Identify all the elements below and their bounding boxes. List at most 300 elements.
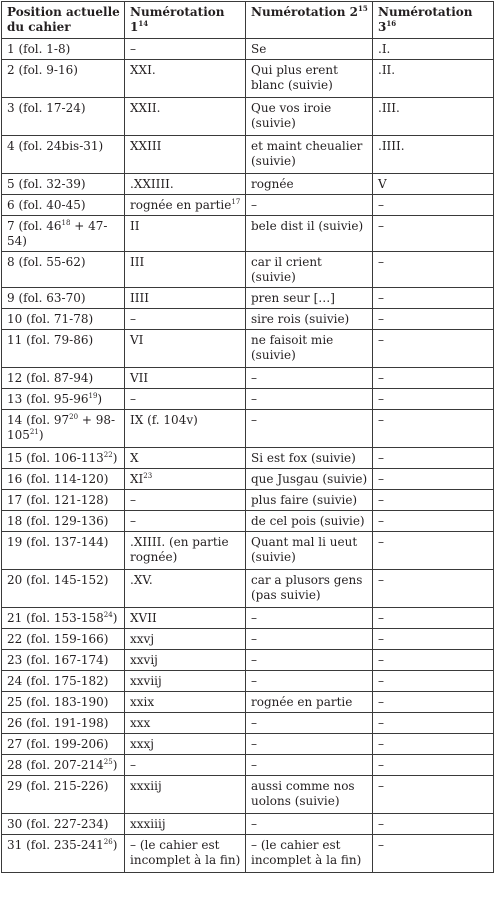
header-label: Numérotation 2 <box>251 5 359 19</box>
cell-numbering-3 <box>373 368 494 389</box>
cell-numbering-1 <box>125 389 246 410</box>
cell-position <box>2 330 125 368</box>
cell-text: ) <box>97 392 103 406</box>
cell-text: 11 (fol. 79-86) <box>7 333 94 347</box>
cell-text: ) <box>38 428 44 442</box>
cell-numbering-1 <box>125 216 246 252</box>
cell-numbering-1 <box>125 570 246 608</box>
cell-text: IX (f. 104v) <box>130 413 198 427</box>
footnote-ref: 21 <box>29 428 39 436</box>
cell-numbering-3 <box>373 39 494 60</box>
cell-text: .IIII. <box>378 139 405 153</box>
cell-numbering-2 <box>246 368 373 389</box>
cell-text: VII <box>130 371 149 385</box>
footnote-ref: 20 <box>69 413 79 421</box>
cell-text: 7 (fol. 46 <box>7 219 62 233</box>
footnote-ref: 24 <box>103 611 113 619</box>
cell-text: xxvij <box>130 653 158 667</box>
cell-position <box>2 608 125 629</box>
cell-text: – <box>130 392 136 406</box>
table-row <box>2 650 494 671</box>
cell-numbering-3 <box>373 692 494 713</box>
cell-position <box>2 713 125 734</box>
cell-text: – <box>378 838 384 852</box>
cell-text: XXI. <box>130 63 156 77</box>
cell-text: – <box>378 472 384 486</box>
cell-text: – <box>251 758 257 772</box>
cell-numbering-1 <box>125 39 246 60</box>
table-row <box>2 532 494 570</box>
header-numbering-3 <box>373 2 494 39</box>
cell-position <box>2 98 125 136</box>
cell-text: – <box>378 611 384 625</box>
table-row <box>2 469 494 490</box>
cell-text: 6 (fol. 40-45) <box>7 198 86 212</box>
cell-text: xxxiij <box>130 779 162 793</box>
cell-position <box>2 389 125 410</box>
cell-position <box>2 511 125 532</box>
cell-text: – <box>378 333 384 347</box>
header-label: Numérotation 3 <box>378 5 473 34</box>
cell-numbering-1 <box>125 60 246 98</box>
cell-text: 5 (fol. 32-39) <box>7 177 86 191</box>
cell-text: ) <box>112 758 118 772</box>
cell-numbering-1 <box>125 532 246 570</box>
cell-numbering-1 <box>125 252 246 288</box>
cell-text: Si est fox (suivie) <box>251 451 356 465</box>
footnote-ref: 25 <box>103 758 113 766</box>
cell-numbering-3 <box>373 469 494 490</box>
cell-numbering-2 <box>246 671 373 692</box>
cell-text: plus faire (suivie) <box>251 493 358 507</box>
cell-text: 30 (fol. 227-234) <box>7 817 109 831</box>
cell-text: 12 (fol. 87-94) <box>7 371 94 385</box>
cell-numbering-1 <box>125 136 246 174</box>
cell-text: Quant mal li ueut (suivie) <box>251 535 358 564</box>
cell-numbering-2 <box>246 608 373 629</box>
footnote-ref: 15 <box>358 4 368 13</box>
table-row <box>2 98 494 136</box>
cell-position <box>2 60 125 98</box>
cell-text: Se <box>251 42 267 56</box>
cell-numbering-3 <box>373 448 494 469</box>
cell-numbering-2 <box>246 814 373 835</box>
cell-numbering-3 <box>373 174 494 195</box>
cell-text: sire rois (suivie) <box>251 312 350 326</box>
cell-numbering-2 <box>246 98 373 136</box>
cell-text: pren seur […] <box>251 291 335 305</box>
cell-numbering-2 <box>246 755 373 776</box>
cell-numbering-1 <box>125 195 246 216</box>
table-row <box>2 713 494 734</box>
cell-text: que Jusgau (suivie) <box>251 472 368 486</box>
cell-text: 25 (fol. 183-190) <box>7 695 109 709</box>
cell-text: 22 (fol. 159-166) <box>7 632 109 646</box>
cell-text: – <box>130 493 136 507</box>
cell-numbering-3 <box>373 389 494 410</box>
cell-position <box>2 734 125 755</box>
cell-numbering-1 <box>125 692 246 713</box>
cell-text: .XIIII. (en partie rognée) <box>130 535 229 564</box>
cell-numbering-1 <box>125 448 246 469</box>
cell-position <box>2 288 125 309</box>
cell-text: XI <box>130 472 144 486</box>
cell-text: – <box>251 371 257 385</box>
cell-text: 27 (fol. 199-206) <box>7 737 109 751</box>
table-row <box>2 174 494 195</box>
cell-numbering-2 <box>246 734 373 755</box>
cell-text: 18 (fol. 129-136) <box>7 514 109 528</box>
table-row <box>2 511 494 532</box>
cell-text: V <box>378 177 387 191</box>
cell-text: 13 (fol. 95-96 <box>7 392 89 406</box>
cell-numbering-1 <box>125 776 246 814</box>
cell-text: – <box>378 514 384 528</box>
cell-text: ne faisoit mie (suivie) <box>251 333 334 362</box>
cell-numbering-3 <box>373 814 494 835</box>
cell-text: – <box>251 413 257 427</box>
cell-text: III <box>130 255 145 269</box>
table-row <box>2 490 494 511</box>
cell-text: 24 (fol. 175-182) <box>7 674 109 688</box>
cell-text: 8 (fol. 55-62) <box>7 255 86 269</box>
cell-text: 31 (fol. 235-241 <box>7 838 104 852</box>
cell-numbering-2 <box>246 629 373 650</box>
header-row <box>2 2 494 39</box>
cell-position <box>2 755 125 776</box>
cell-text: – <box>378 291 384 305</box>
cell-text: – <box>378 371 384 385</box>
cell-position <box>2 368 125 389</box>
cell-position <box>2 469 125 490</box>
cell-numbering-2 <box>246 713 373 734</box>
table-row <box>2 776 494 814</box>
table-row <box>2 410 494 448</box>
quire-numbering-table <box>1 1 494 873</box>
cell-position <box>2 174 125 195</box>
cell-text: – <box>378 632 384 646</box>
cell-text: – <box>251 817 257 831</box>
header-label: Numérotation 1 <box>130 5 225 34</box>
cell-text: 3 (fol. 17-24) <box>7 101 86 115</box>
cell-numbering-1 <box>125 835 246 873</box>
cell-text: – <box>378 737 384 751</box>
cell-numbering-2 <box>246 195 373 216</box>
footnote-ref: 14 <box>138 19 149 28</box>
cell-text: 21 (fol. 153-158 <box>7 611 104 625</box>
cell-text: .I. <box>378 42 391 56</box>
cell-numbering-2 <box>246 309 373 330</box>
footnote-ref: 23 <box>143 472 153 480</box>
cell-text: – <box>130 514 136 528</box>
cell-text: xxix <box>130 695 155 709</box>
cell-numbering-2 <box>246 692 373 713</box>
cell-text: – <box>378 413 384 427</box>
cell-numbering-2 <box>246 252 373 288</box>
cell-numbering-2 <box>246 532 373 570</box>
table-body <box>2 39 494 873</box>
table-row <box>2 309 494 330</box>
cell-text: – <box>251 392 257 406</box>
cell-text: ) <box>112 611 118 625</box>
cell-numbering-2 <box>246 174 373 195</box>
cell-text: rognée <box>251 177 294 191</box>
cell-numbering-1 <box>125 734 246 755</box>
cell-position <box>2 39 125 60</box>
footnote-ref: 16 <box>386 19 397 28</box>
cell-numbering-3 <box>373 136 494 174</box>
cell-numbering-2 <box>246 288 373 309</box>
cell-text: – <box>378 535 384 549</box>
cell-text: – <box>251 198 257 212</box>
cell-numbering-3 <box>373 216 494 252</box>
cell-text: – <box>378 451 384 465</box>
cell-numbering-3 <box>373 734 494 755</box>
cell-text: 4 (fol. 24bis-31) <box>7 139 104 153</box>
cell-text: – <box>378 758 384 772</box>
cell-text: – (le cahier est incomplet à la fin) <box>130 838 241 867</box>
cell-text: 10 (fol. 71-78) <box>7 312 94 326</box>
cell-numbering-2 <box>246 650 373 671</box>
cell-position <box>2 692 125 713</box>
cell-numbering-3 <box>373 650 494 671</box>
table-row <box>2 330 494 368</box>
cell-numbering-1 <box>125 288 246 309</box>
cell-numbering-1 <box>125 629 246 650</box>
cell-position <box>2 776 125 814</box>
cell-text: – <box>378 779 384 793</box>
footnote-ref: 22 <box>103 451 113 459</box>
table-row <box>2 216 494 252</box>
cell-numbering-1 <box>125 608 246 629</box>
cell-numbering-3 <box>373 98 494 136</box>
cell-numbering-1 <box>125 511 246 532</box>
table-row <box>2 835 494 873</box>
cell-text: xxxj <box>130 737 155 751</box>
cell-numbering-3 <box>373 288 494 309</box>
cell-text: – <box>378 493 384 507</box>
cell-numbering-2 <box>246 835 373 873</box>
cell-text: – <box>378 817 384 831</box>
cell-text: 16 (fol. 114-120) <box>7 472 109 486</box>
cell-position <box>2 136 125 174</box>
cell-numbering-3 <box>373 490 494 511</box>
cell-text: 26 (fol. 191-198) <box>7 716 109 730</box>
cell-position <box>2 448 125 469</box>
footnote-ref: 19 <box>88 392 98 400</box>
cell-numbering-1 <box>125 410 246 448</box>
cell-text: – <box>251 674 257 688</box>
cell-text: aussi comme nos uolons (suivie) <box>251 779 355 808</box>
cell-numbering-2 <box>246 570 373 608</box>
cell-text: XXIII <box>130 139 162 153</box>
cell-text: .II. <box>378 63 396 77</box>
cell-text: xxvj <box>130 632 155 646</box>
cell-numbering-1 <box>125 490 246 511</box>
cell-text: 17 (fol. 121-128) <box>7 493 109 507</box>
cell-numbering-3 <box>373 252 494 288</box>
cell-text: xxx <box>130 716 151 730</box>
cell-numbering-2 <box>246 776 373 814</box>
cell-numbering-1 <box>125 98 246 136</box>
cell-numbering-3 <box>373 608 494 629</box>
cell-numbering-3 <box>373 755 494 776</box>
cell-text: – <box>378 219 384 233</box>
cell-text: rognée en partie <box>251 695 353 709</box>
table-row <box>2 252 494 288</box>
cell-numbering-1 <box>125 368 246 389</box>
cell-text: 9 (fol. 63-70) <box>7 291 86 305</box>
cell-text: 1 (fol. 1-8) <box>7 42 71 56</box>
cell-position <box>2 570 125 608</box>
cell-numbering-3 <box>373 713 494 734</box>
cell-position <box>2 532 125 570</box>
cell-numbering-1 <box>125 814 246 835</box>
cell-text: .XV. <box>130 573 153 587</box>
cell-numbering-3 <box>373 776 494 814</box>
cell-text: XXII. <box>130 101 161 115</box>
cell-position <box>2 216 125 252</box>
cell-numbering-2 <box>246 330 373 368</box>
cell-numbering-3 <box>373 629 494 650</box>
cell-text: 15 (fol. 106-113 <box>7 451 104 465</box>
cell-text: ) <box>112 451 118 465</box>
cell-position <box>2 671 125 692</box>
cell-numbering-1 <box>125 755 246 776</box>
table-row <box>2 288 494 309</box>
table-row <box>2 692 494 713</box>
cell-text: et maint cheualier (suivie) <box>251 139 363 168</box>
cell-text: – <box>378 695 384 709</box>
cell-text: IIII <box>130 291 149 305</box>
cell-numbering-3 <box>373 410 494 448</box>
table-row <box>2 39 494 60</box>
cell-text: Que vos iroie (suivie) <box>251 101 332 130</box>
cell-position <box>2 814 125 835</box>
table-row <box>2 814 494 835</box>
cell-text: de cel pois (suivie) <box>251 514 365 528</box>
cell-numbering-1 <box>125 309 246 330</box>
cell-text: – <box>378 392 384 406</box>
cell-position <box>2 835 125 873</box>
cell-text: xxxiiij <box>130 817 166 831</box>
cell-numbering-2 <box>246 511 373 532</box>
cell-numbering-3 <box>373 671 494 692</box>
cell-numbering-1 <box>125 671 246 692</box>
cell-text: – <box>378 674 384 688</box>
cell-numbering-2 <box>246 410 373 448</box>
cell-numbering-1 <box>125 469 246 490</box>
cell-text: rognée en partie <box>130 198 232 212</box>
cell-text: 23 (fol. 167-174) <box>7 653 109 667</box>
cell-text: car a plusors gens (pas suivie) <box>251 573 363 602</box>
cell-text: 2 (fol. 9-16) <box>7 63 78 77</box>
cell-text: – <box>130 42 136 56</box>
cell-text: – <box>251 737 257 751</box>
cell-numbering-1 <box>125 330 246 368</box>
cell-position <box>2 410 125 448</box>
cell-text: II <box>130 219 140 233</box>
header-numbering-1 <box>125 2 246 39</box>
cell-text: + 98-105 <box>7 413 116 442</box>
cell-numbering-2 <box>246 389 373 410</box>
table-row <box>2 734 494 755</box>
footnote-ref: 17 <box>231 198 241 206</box>
cell-text: – <box>378 255 384 269</box>
cell-text: – <box>130 758 136 772</box>
table-row <box>2 195 494 216</box>
cell-text: – <box>251 716 257 730</box>
footnote-ref: 26 <box>103 838 113 846</box>
table-row <box>2 60 494 98</box>
cell-position <box>2 252 125 288</box>
cell-numbering-1 <box>125 650 246 671</box>
cell-text: – <box>378 198 384 212</box>
cell-numbering-2 <box>246 136 373 174</box>
cell-text: – (le cahier est incomplet à la fin) <box>251 838 362 867</box>
cell-numbering-3 <box>373 835 494 873</box>
cell-text: – <box>378 716 384 730</box>
cell-text: bele dist il (suivie) <box>251 219 364 233</box>
table-row <box>2 755 494 776</box>
cell-text: – <box>378 312 384 326</box>
cell-numbering-3 <box>373 511 494 532</box>
footnote-ref: 18 <box>61 219 71 227</box>
cell-text: – <box>251 632 257 646</box>
cell-position <box>2 629 125 650</box>
cell-numbering-3 <box>373 60 494 98</box>
cell-text: VI <box>130 333 144 347</box>
table-row <box>2 389 494 410</box>
cell-numbering-2 <box>246 490 373 511</box>
cell-text: + 47-54) <box>7 219 108 248</box>
cell-text: – <box>251 611 257 625</box>
table-row <box>2 136 494 174</box>
cell-text: 19 (fol. 137-144) <box>7 535 109 549</box>
cell-text: 14 (fol. 97 <box>7 413 70 427</box>
cell-position <box>2 490 125 511</box>
cell-numbering-1 <box>125 174 246 195</box>
cell-numbering-2 <box>246 60 373 98</box>
cell-numbering-2 <box>246 216 373 252</box>
cell-text: – <box>130 312 136 326</box>
cell-position <box>2 309 125 330</box>
cell-text: 29 (fol. 215-226) <box>7 779 109 793</box>
cell-numbering-3 <box>373 195 494 216</box>
header-numbering-2 <box>246 2 373 39</box>
cell-text: – <box>378 573 384 587</box>
cell-text: – <box>251 653 257 667</box>
table-row <box>2 671 494 692</box>
table-row <box>2 570 494 608</box>
cell-text: 20 (fol. 145-152) <box>7 573 109 587</box>
cell-text: ) <box>112 838 118 852</box>
header-label: Position actuelle du cahier <box>7 5 120 34</box>
table-row <box>2 448 494 469</box>
cell-numbering-3 <box>373 309 494 330</box>
cell-text: .XXIIII. <box>130 177 174 191</box>
cell-text: 28 (fol. 207-214 <box>7 758 104 772</box>
cell-text: – <box>378 653 384 667</box>
cell-numbering-1 <box>125 713 246 734</box>
header-position <box>2 2 125 39</box>
table-row <box>2 368 494 389</box>
cell-text: XVII <box>130 611 157 625</box>
cell-text: xxviij <box>130 674 162 688</box>
cell-text: X <box>130 451 139 465</box>
cell-text: car il crient (suivie) <box>251 255 322 284</box>
cell-numbering-3 <box>373 330 494 368</box>
